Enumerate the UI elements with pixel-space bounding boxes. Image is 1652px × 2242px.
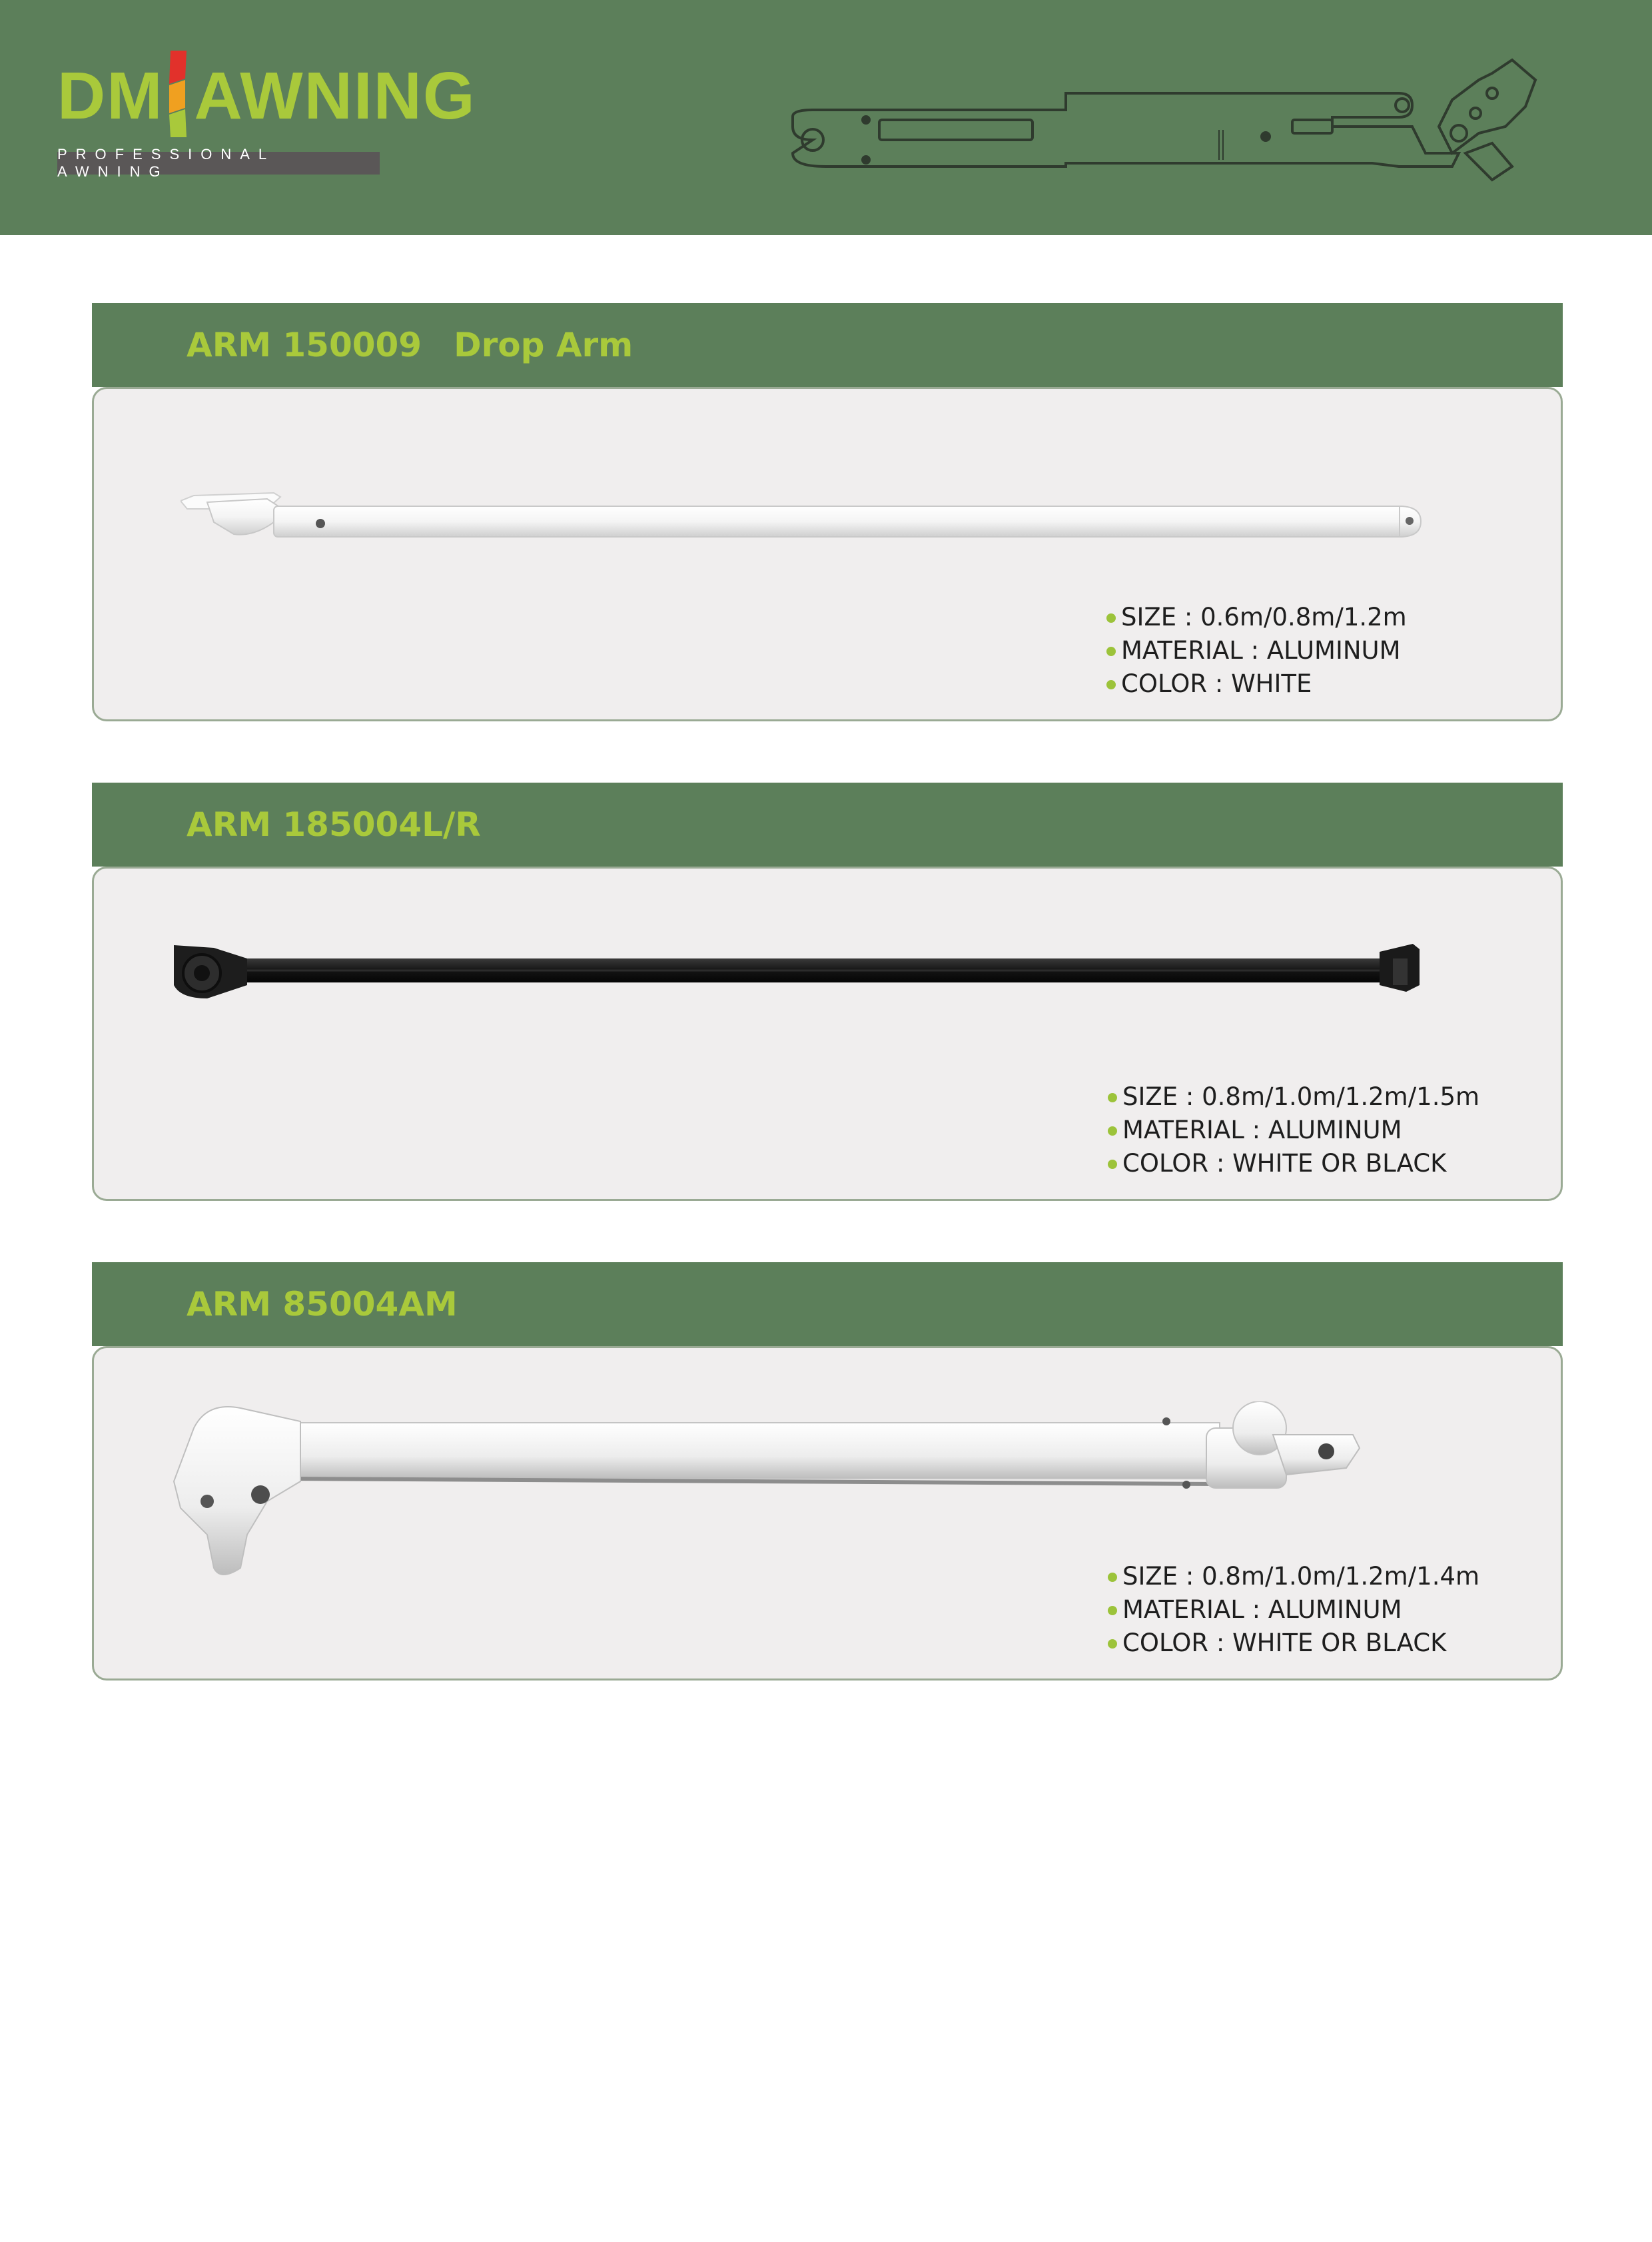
product-title [187,303,633,387]
spec-list [1108,1080,1479,1180]
bullet-dot-icon [1108,1639,1117,1649]
spec-size: SIZE : 0.8m/1.0m/1.2m/1.4m [1108,1560,1479,1593]
spec-size: SIZE : 0.6m/0.8m/1.2m [1106,601,1407,634]
brand-logo [57,56,476,180]
product-title-bar [92,303,1563,387]
spec-material: MATERIAL : ALUMINUM [1108,1593,1479,1627]
bullet-dot-icon [1108,1093,1117,1102]
bullet-dot-icon [1108,1606,1117,1615]
product-section-arm-85004am [92,1262,1563,1682]
bullet-dot-icon [1106,647,1116,656]
spec-color: COLOR : WHITE OR BLACK [1108,1627,1479,1660]
product-title [187,783,481,867]
bullet-dot-icon [1108,1160,1117,1169]
bullet-dot-icon [1108,1126,1117,1136]
page-header [0,0,1652,235]
product-title [187,1262,458,1346]
logo-flag-mark-icon [168,51,188,137]
logo-wordmark [57,56,476,133]
spec-color: COLOR : WHITE OR BLACK [1108,1147,1479,1180]
black-arm-image [167,932,1473,1005]
logo-text-dm: DM [57,59,164,133]
product-title-bar [92,1262,1563,1346]
spec-material: MATERIAL : ALUMINUM [1106,634,1407,667]
product-code: ARM 185004L/R [187,805,481,844]
logo-text-awning: AWNING [194,59,476,133]
drop-arm-image [181,482,1433,542]
product-panel [92,387,1563,721]
product-section-arm-150009 [92,303,1563,723]
product-name: Drop Arm [454,326,633,364]
bullet-dot-icon [1106,680,1116,689]
spec-material: MATERIAL : ALUMINUM [1108,1114,1479,1147]
product-section-arm-185004 [92,783,1563,1202]
bullet-dot-icon [1108,1573,1117,1582]
product-code: ARM 150009 [187,326,422,364]
spec-color: COLOR : WHITE [1106,667,1407,701]
white-arm-image [167,1401,1386,1581]
spec-list [1108,1560,1479,1660]
product-code: ARM 85004AM [187,1285,458,1323]
product-title-bar [92,783,1563,867]
bullet-dot-icon [1106,613,1116,623]
logo-tagline: PROFESSIONAL AWNING [57,152,380,175]
product-panel [92,867,1563,1201]
awning-arm-line-drawing [786,53,1585,187]
spec-size: SIZE : 0.8m/1.0m/1.2m/1.5m [1108,1080,1479,1114]
spec-list [1106,601,1407,701]
product-panel [92,1346,1563,1681]
